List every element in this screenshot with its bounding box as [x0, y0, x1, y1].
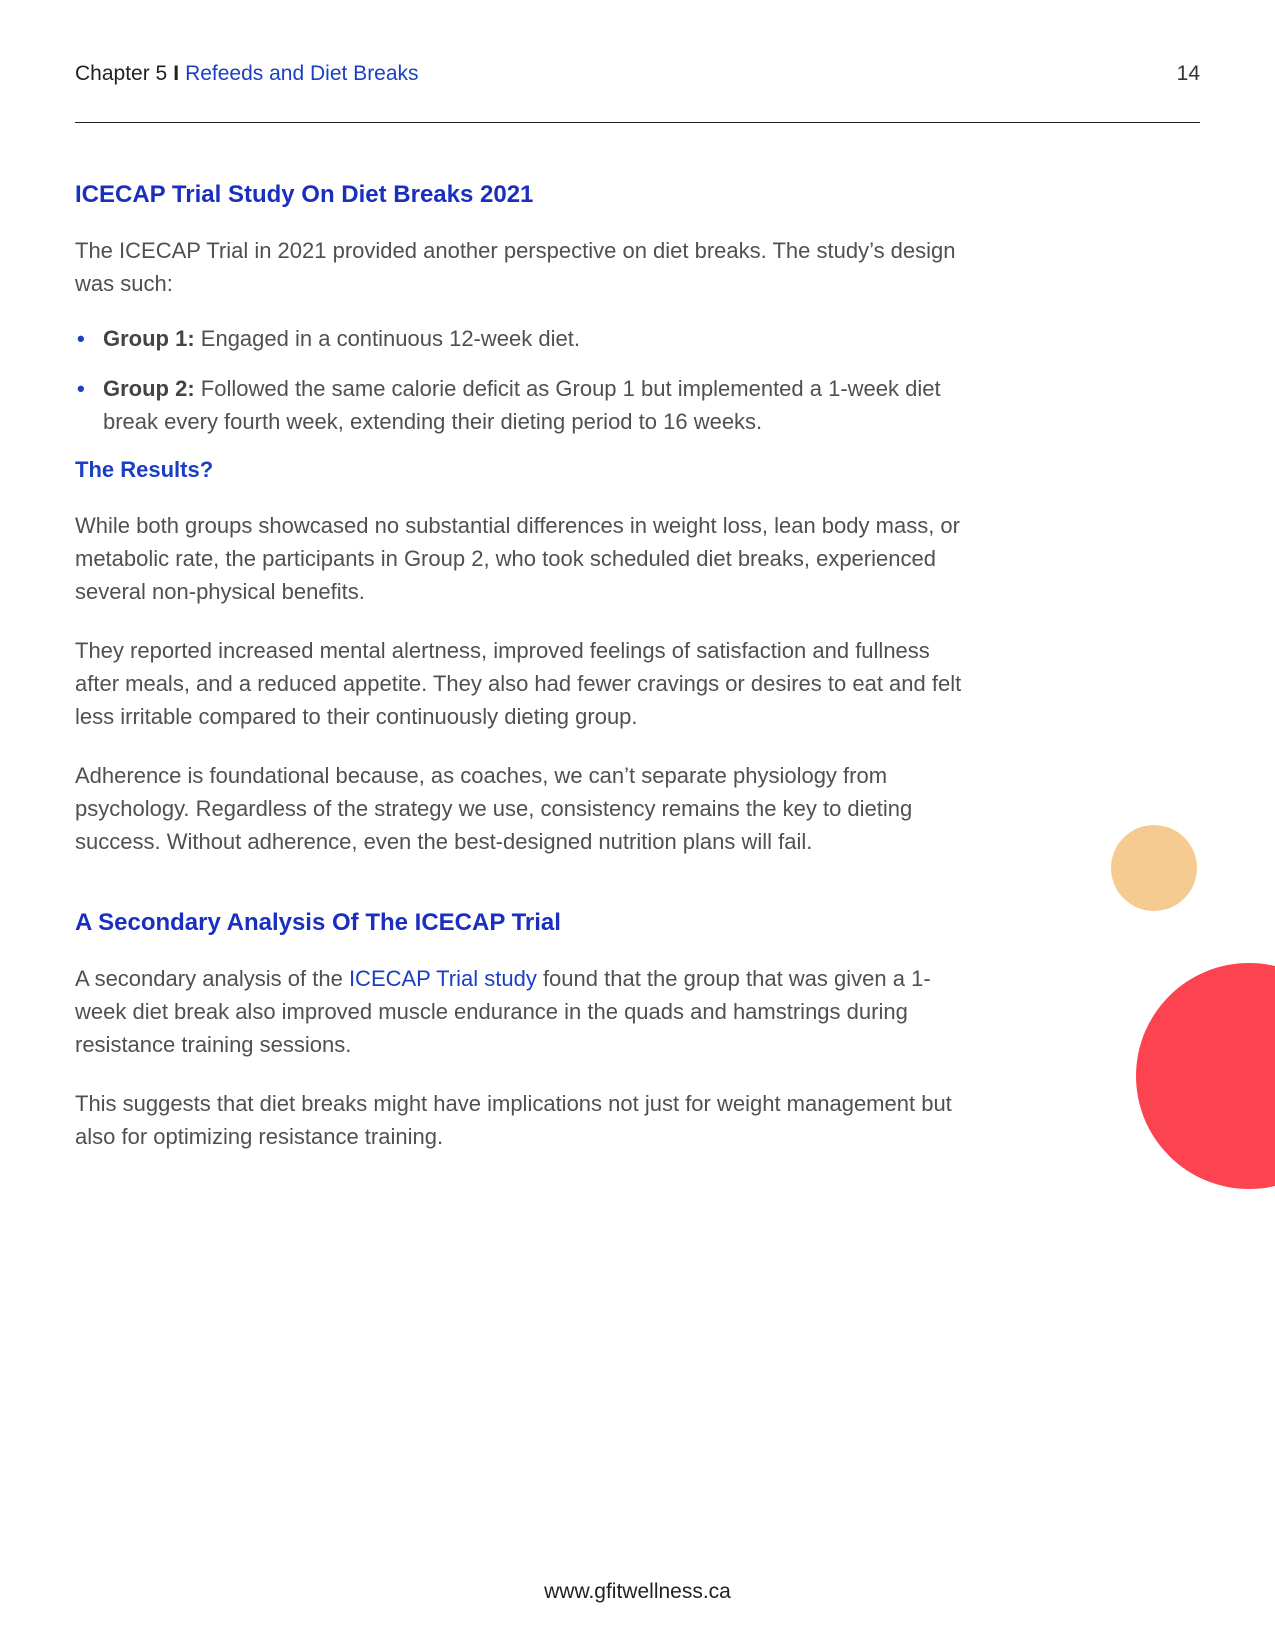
page-number: 14 [1176, 62, 1200, 85]
page-header [75, 62, 1200, 92]
chapter-title: Refeeds and Diet Breaks [185, 62, 419, 85]
secondary-paragraph [75, 962, 975, 1061]
secondary-text-after: found that the group that was given a 1-week diet break also improved muscle endurance in the quads and hamstrings during resistance training sessions. [75, 966, 931, 1057]
decorative-red-circle [1136, 963, 1275, 1189]
bullet-label: Group 1: [103, 326, 195, 351]
adherence-paragraph: Adherence is foundational because, as coaches, we can’t separate physiology from psychology. Regardless of the strategy we use, consistency remains the key to dieting success. Without adherence, even the best-designed nutrition plans will fail. [75, 763, 913, 854]
chapter-label: Chapter 5 [75, 62, 168, 85]
results-heading: The Results? [75, 457, 214, 482]
main-content [75, 178, 975, 1153]
bullet-text: Followed the same calorie deficit as Group 1 but implemented a 1-week diet break every fourth week, extending their dieting period to 16 weeks. [103, 376, 941, 434]
intro-paragraph: The ICECAP Trial in 2021 provided another perspective on diet breaks. The study’s design was such: [75, 238, 956, 296]
benefits-paragraph: They reported increased mental alertness, improved feelings of satisfaction and fullness after meals, and a reduced appetite. They also had fewer cravings or desires to eat and felt less irritable compared to their continuously dieting group. [75, 638, 962, 729]
footer-website: www.gfitwellness.ca [544, 1580, 731, 1603]
header-divider [75, 122, 1200, 123]
list-item [75, 372, 975, 438]
bullet-label: Group 2: [103, 376, 195, 401]
group-list [75, 322, 975, 438]
icecap-study-link[interactable]: ICECAP Trial study [348, 966, 537, 991]
section-heading-secondary: A Secondary Analysis Of The ICECAP Trial [75, 909, 561, 936]
decorative-orange-circle [1111, 825, 1197, 911]
secondary-text-before: A secondary analysis of the [75, 966, 349, 991]
header-separator: I [173, 62, 180, 85]
bullet-icon: • [77, 376, 85, 401]
bullet-icon: • [77, 326, 85, 351]
conclusion-paragraph: This suggests that diet breaks might have implications not just for weight management but also for optimizing resistance training. [75, 1091, 952, 1149]
list-item [75, 322, 975, 355]
bullet-text: Engaged in a continuous 12-week diet. [194, 326, 580, 351]
section-heading-icecap: ICECAP Trial Study On Diet Breaks 2021 [75, 181, 534, 208]
results-paragraph: While both groups showcased no substantial differences in weight loss, lean body mass, or metabolic rate, the participants in Group 2, who took scheduled diet breaks, experienced several non-physical benefits. [75, 513, 960, 604]
